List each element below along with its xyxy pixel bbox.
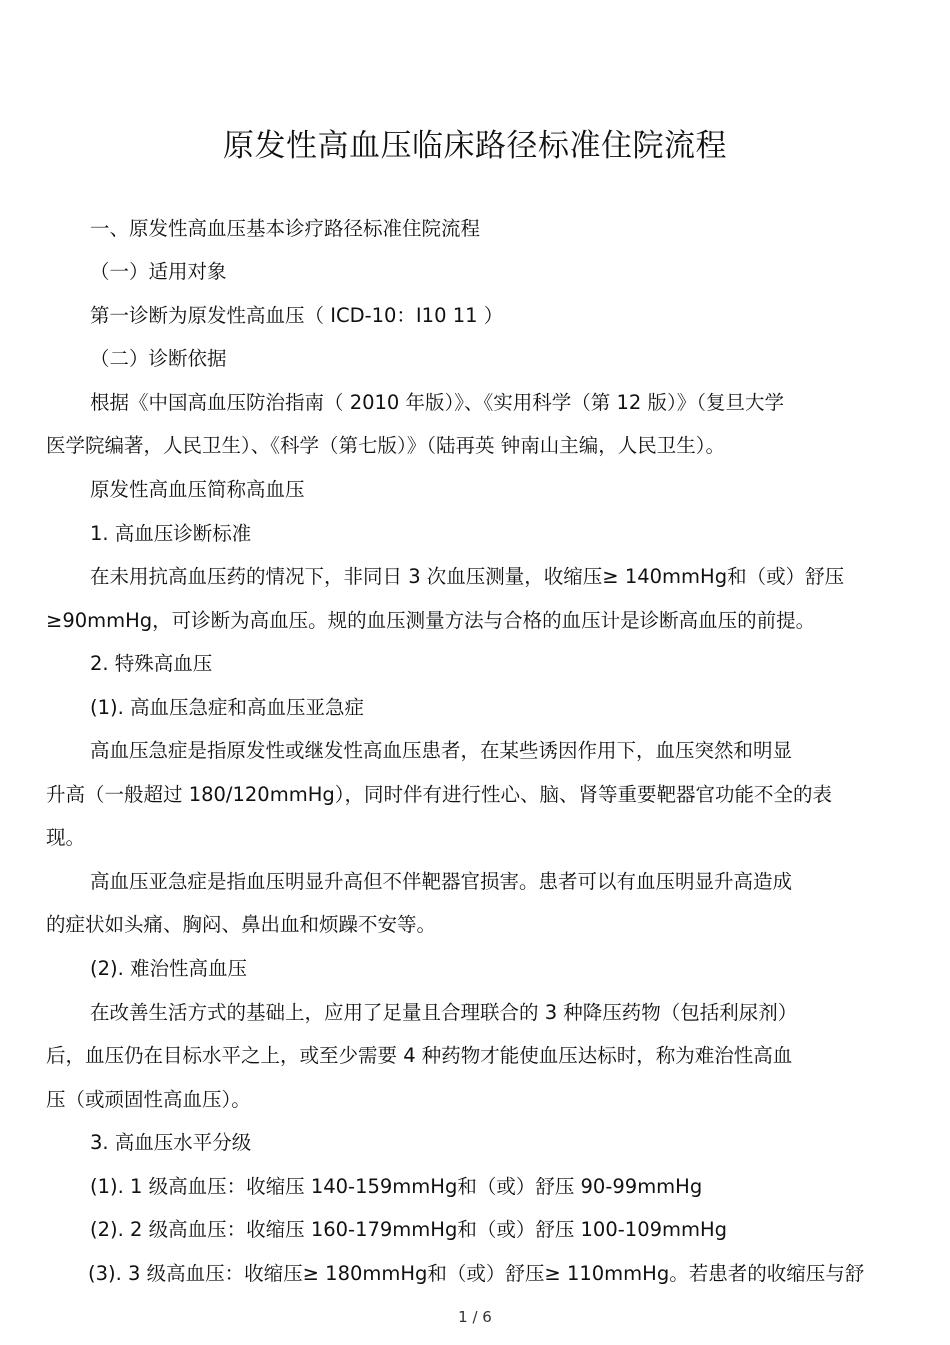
heading-level-4: (2). 难治性高血压 xyxy=(90,957,248,980)
paragraph-line: 在改善生活方式的基础上，应用了足量且合理联合的 3 种降压药物（包括利尿剂） xyxy=(90,1001,798,1024)
heading-level-3: 3. 高血压水平分级 xyxy=(90,1131,252,1154)
paragraph-line: 高血压亚急症是指血压明显升高但不伴靶器官损害。患者可以有血压明显升高造成 xyxy=(90,870,793,893)
paragraph-line: 的症状如头痛、胸闷、鼻出血和烦躁不安等。 xyxy=(46,913,437,936)
page-indicator: 1 / 6 xyxy=(458,1308,492,1326)
paragraph-line: 高血压急症是指原发性或继发性高血压患者，在某些诱因作用下，血压突然和明显 xyxy=(90,739,793,762)
paragraph-line: 压（或顽固性高血压）。 xyxy=(46,1088,251,1111)
heading-level-3: 1. 高血压诊断标准 xyxy=(90,522,252,545)
heading-level-2: （二）诊断依据 xyxy=(90,347,227,370)
heading-level-3: 2. 特殊高血压 xyxy=(90,652,213,675)
paragraph-line: 现。 xyxy=(46,826,86,849)
paragraph-line: 第一诊断为原发性高血压（ ICD-10：I10 11 ） xyxy=(90,304,504,327)
paragraph-line: 医学院编著，人民卫生）、《科学（第七版）》（陆再英 钟南山主编，人民卫生）。 xyxy=(46,434,725,457)
grade-line: (1). 1 级高血压：收缩压 140-159mmHg和（或）舒压 90-99mmHg xyxy=(90,1175,703,1198)
paragraph-line: ≥90mmHg，可诊断为高血压。规的血压测量方法与合格的血压计是诊断高血压的前提。 xyxy=(46,609,816,632)
paragraph-line: 根据《中国高血压防治指南（ 2010 年版）》、《实用科学（第 12 版）》（复旦大学 xyxy=(90,391,784,414)
heading-level-2: （一）适用对象 xyxy=(90,260,227,283)
paragraph-line: 升高（一般超过 180/120mmHg），同时伴有进行性心、脑、肾等重要靶器官功能不全的表 xyxy=(46,783,832,806)
heading-level-4: (1). 高血压急症和高血压亚急症 xyxy=(90,696,365,719)
paragraph-line: 在未用抗高血压药的情况下，非同日 3 次血压测量，收缩压≥ 140mmHg和（或）舒压 xyxy=(90,565,845,588)
grade-line: (2). 2 级高血压：收缩压 160-179mmHg和（或）舒压 100-109mmHg xyxy=(90,1218,728,1241)
document-title: 原发性高血压临床路径标准住院流程 xyxy=(223,128,727,164)
heading-level-1: 一、原发性高血压基本诊疗路径标准住院流程 xyxy=(90,217,481,240)
paragraph-line: 后，血压仍在目标水平之上，或至少需要 4 种药物才能使血压达标时，称为难治性高血 xyxy=(46,1044,793,1067)
grade-line: (3). 3 级高血压：收缩压≥ 180mmHg和（或）舒压≥ 110mmHg。若患者的收缩压与舒 xyxy=(88,1262,865,1285)
paragraph-line: 原发性高血压简称高血压 xyxy=(90,478,305,501)
